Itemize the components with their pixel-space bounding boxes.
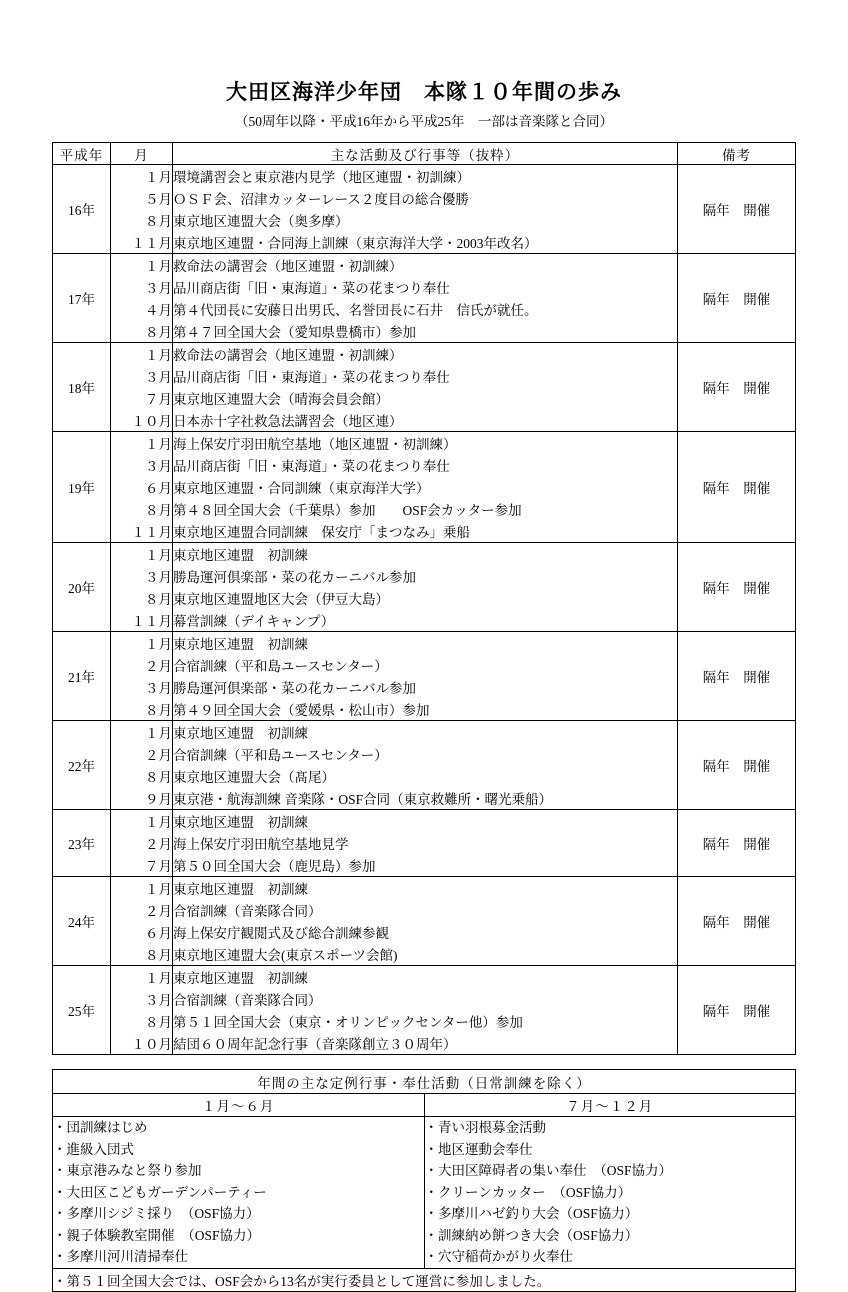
cell-month: ９月 [111, 787, 173, 810]
annual-right-list [424, 1117, 796, 1269]
cell-activity: 環境講習会と東京港内見学（地区連盟・初訓練） [173, 165, 678, 188]
cell-month: １１月 [111, 609, 173, 632]
history-table [52, 142, 796, 1055]
list-item: ・青い羽根募金活動 [424, 1120, 546, 1135]
cell-activity: ＯＳＦ会、沼津カッターレース２度目の総合優勝 [173, 187, 678, 209]
table-row [53, 543, 796, 566]
cell-year: 16年 [53, 165, 111, 254]
table-row [53, 432, 796, 455]
cell-activity: 勝島運河倶楽部・菜の花カーニバル参加 [173, 565, 678, 587]
cell-month: ７月 [111, 854, 173, 877]
cell-month: ６月 [111, 476, 173, 498]
annual-header-row [53, 1070, 796, 1094]
cell-month: ３月 [111, 565, 173, 587]
cell-month: １１月 [111, 231, 173, 254]
list-item: ・団訓練はじめ [53, 1120, 148, 1135]
table-row [53, 254, 796, 277]
cell-year: 19年 [53, 432, 111, 543]
cell-note: 隔年 開催 [678, 165, 796, 254]
annual-items-row [53, 1117, 796, 1269]
cell-activity: 合宿訓練（音楽隊合同） [173, 988, 678, 1010]
cell-activity: 合宿訓練（音楽隊合同） [173, 899, 678, 921]
cell-activity: 東京地区連盟・合同海上訓練（東京海洋大学・2003年改名） [173, 231, 678, 254]
cell-activity: 救命法の講習会（地区連盟・初訓練） [173, 254, 678, 277]
list-item: ・大田区こどもガーデンパーティー [53, 1184, 267, 1200]
cell-activity: 第５０回全国大会（鹿児島）参加 [173, 854, 678, 877]
header-month: 月 [111, 143, 173, 165]
cell-note: 隔年 開催 [678, 721, 796, 810]
cell-month: ２月 [111, 654, 173, 676]
annual-footnote: ・第５１回全国大会では、OSF会から13名が実行委員として運営に参加しました。 [53, 1268, 796, 1291]
table-row [53, 632, 796, 655]
cell-activity: 東京地区連盟 初訓練 [173, 632, 678, 655]
cell-note: 隔年 開催 [678, 543, 796, 632]
cell-activity: 東京地区連盟大会（奥多摩） [173, 209, 678, 231]
cell-year: 21年 [53, 632, 111, 721]
list-item: ・クリーンカッター （OSF協力） [424, 1184, 632, 1200]
cell-activity: 東京地区連盟大会（髙尾） [173, 765, 678, 787]
list-item: ・地区運動会奉仕 [424, 1141, 533, 1157]
table-row [53, 966, 796, 989]
annual-header: 年間の主な定例行事・奉仕活動（日常訓練を除く） [53, 1070, 796, 1094]
cell-month: １月 [111, 721, 173, 744]
page-title: 大田区海洋少年団 本隊１０年間の歩み [226, 80, 622, 104]
cell-month: ３月 [111, 454, 173, 476]
list-item: ・大田区障碍者の集い奉仕 （OSF協力） [424, 1163, 673, 1178]
cell-activity: 第５１回全国大会（東京・オリンピックセンター他）参加 [173, 1010, 678, 1032]
cell-month: １０月 [111, 1032, 173, 1055]
cell-activity: 勝島運河倶楽部・菜の花カーニバル参加 [173, 676, 678, 698]
cell-month: ３月 [111, 365, 173, 387]
cell-year: 23年 [53, 810, 111, 877]
cell-year: 17年 [53, 254, 111, 343]
cell-year: 24年 [53, 877, 111, 966]
cell-month: ５月 [111, 187, 173, 209]
cell-month: ８月 [111, 498, 173, 520]
cell-activity: 第４７回全国大会（愛知県豊橋市）参加 [173, 320, 678, 343]
cell-note: 隔年 開催 [678, 810, 796, 877]
list-item: ・多摩川ハゼ釣り大会（OSF協力） [424, 1206, 639, 1221]
cell-month: ８月 [111, 320, 173, 343]
history-table-body [53, 165, 796, 1055]
history-table-head [53, 143, 796, 165]
cell-activity: 第４９回全国大会（愛媛県・松山市）参加 [173, 698, 678, 721]
cell-activity: 合宿訓練（平和島ユースセンター） [173, 743, 678, 765]
cell-activity: 海上保安庁羽田航空基地（地区連盟・初訓練） [173, 432, 678, 455]
annual-col-right-header: ７月～１２月 [424, 1094, 796, 1117]
cell-activity: 東京地区連盟 初訓練 [173, 721, 678, 744]
list-item: ・親子体験教室開催 （OSF協力） [53, 1227, 261, 1243]
annual-subheader-row [53, 1094, 796, 1117]
cell-month: １月 [111, 810, 173, 833]
header-note: 備考 [678, 143, 796, 165]
cell-year: 22年 [53, 721, 111, 810]
cell-activity: 東京地区連盟 初訓練 [173, 966, 678, 989]
cell-month: ３月 [111, 988, 173, 1010]
cell-month: ２月 [111, 743, 173, 765]
cell-year: 20年 [53, 543, 111, 632]
cell-month: １月 [111, 165, 173, 188]
cell-activity: 東京地区連盟・合同訓練（東京海洋大学） [173, 476, 678, 498]
cell-activity: 海上保安庁羽田航空基地見学 [173, 832, 678, 854]
cell-year: 25年 [53, 966, 111, 1055]
cell-activity: 海上保安庁観閲式及び総合訓練参観 [173, 921, 678, 943]
cell-note: 隔年 開催 [678, 343, 796, 432]
cell-note: 隔年 開催 [678, 632, 796, 721]
annual-col-left-header: １月～６月 [53, 1094, 425, 1117]
cell-note: 隔年 開催 [678, 254, 796, 343]
cell-month: ８月 [111, 698, 173, 721]
table-row [53, 810, 796, 833]
list-item: ・多摩川河川清掃奉仕 [53, 1249, 188, 1264]
cell-activity: 合宿訓練（平和島ユースセンター） [173, 654, 678, 676]
cell-month: ３月 [111, 676, 173, 698]
cell-month: ６月 [111, 921, 173, 943]
cell-activity: 東京地区連盟合同訓練 保安庁「まつなみ」乗船 [173, 520, 678, 543]
list-item: ・多摩川シジミ採り （OSF協力） [53, 1206, 260, 1221]
cell-activity: 東京地区連盟 初訓練 [173, 810, 678, 833]
cell-activity: 救命法の講習会（地区連盟・初訓練） [173, 343, 678, 366]
cell-activity: 結団６０周年記念行事（音楽隊創立３０周年） [173, 1032, 678, 1055]
cell-month: ８月 [111, 1010, 173, 1032]
list-item: ・訓練納め餅つき大会（OSF協力） [424, 1227, 639, 1243]
annual-events-table [52, 1069, 796, 1292]
table-row [53, 721, 796, 744]
cell-activity: 東京地区連盟地区大会（伊豆大島） [173, 587, 678, 609]
page-subtitle: （50周年以降・平成16年から平成25年 一部は音楽隊と合同） [235, 114, 613, 129]
cell-activity: 東京港・航海訓練 音楽隊・OSF合同（東京救難所・曙光乗船） [173, 787, 678, 810]
cell-month: ８月 [111, 587, 173, 609]
cell-activity: 品川商店街「旧・東海道」・菜の花まつり奉仕 [173, 365, 678, 387]
cell-note: 隔年 開催 [678, 877, 796, 966]
cell-month: ８月 [111, 765, 173, 787]
cell-month: ８月 [111, 943, 173, 966]
cell-month: ２月 [111, 899, 173, 921]
annual-footnote-row [53, 1268, 796, 1291]
cell-month: ３月 [111, 276, 173, 298]
table-header-row [53, 143, 796, 165]
list-item: ・東京港みなと祭り参加 [53, 1163, 202, 1178]
header-year: 平成年 [53, 143, 111, 165]
cell-activity: 東京地区連盟 初訓練 [173, 543, 678, 566]
cell-note: 隔年 開催 [678, 432, 796, 543]
cell-month: １０月 [111, 409, 173, 432]
cell-activity: 第４８回全国大会（千葉県）参加 OSF会カッター参加 [173, 498, 678, 520]
cell-month: １月 [111, 632, 173, 655]
cell-activity: 東京地区連盟 初訓練 [173, 877, 678, 900]
cell-month: ２月 [111, 832, 173, 854]
cell-activity: 第４代団長に安藤日出男氏、名誉団長に石井 信氏が就任。 [173, 298, 678, 320]
cell-activity: 東京地区連盟大会(東京スポーツ会館) [173, 943, 678, 966]
list-item: ・進級入団式 [53, 1141, 134, 1157]
cell-month: １１月 [111, 520, 173, 543]
table-row [53, 165, 796, 188]
list-item: ・穴守稲荷かがり火奉仕 [424, 1249, 573, 1264]
cell-activity: 品川商店街「旧・東海道」・菜の花まつり奉仕 [173, 276, 678, 298]
cell-year: 18年 [53, 343, 111, 432]
table-row [53, 343, 796, 366]
cell-month: １月 [111, 254, 173, 277]
cell-month: ７月 [111, 387, 173, 409]
cell-month: １月 [111, 877, 173, 900]
annual-left-list [53, 1117, 425, 1269]
cell-activity: 日本赤十字社救急法講習会（地区連） [173, 409, 678, 432]
cell-month: ８月 [111, 209, 173, 231]
cell-month: １月 [111, 432, 173, 455]
cell-month: １月 [111, 966, 173, 989]
cell-month: ４月 [111, 298, 173, 320]
cell-activity: 幕営訓練（デイキャンプ） [173, 609, 678, 632]
cell-note: 隔年 開催 [678, 966, 796, 1055]
table-row [53, 877, 796, 900]
cell-activity: 東京地区連盟大会（晴海会員会館） [173, 387, 678, 409]
cell-month: １月 [111, 343, 173, 366]
header-activity: 主な活動及び行事等（抜粋） [173, 143, 678, 165]
cell-activity: 品川商店街「旧・東海道」・菜の花まつり奉仕 [173, 454, 678, 476]
cell-month: １月 [111, 543, 173, 566]
